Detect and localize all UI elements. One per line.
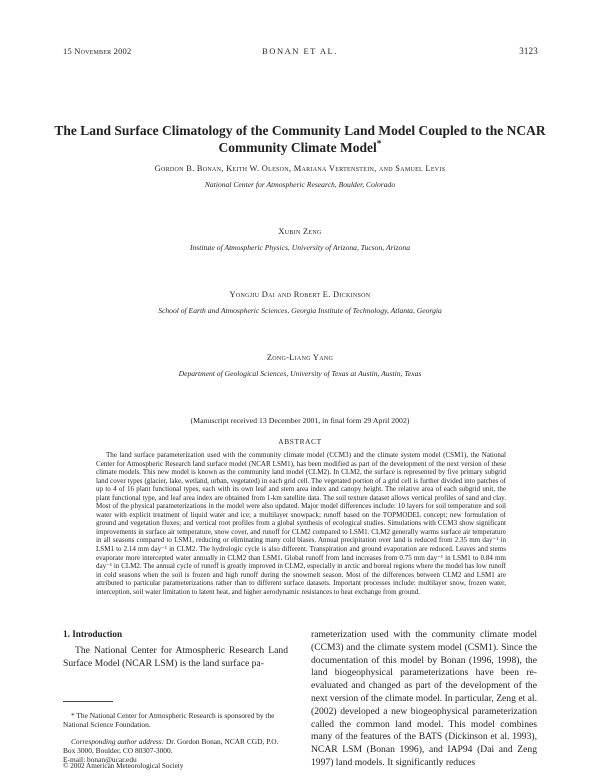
author-group-4: Zong-Liang Yang — [266, 353, 334, 362]
section-heading: 1. Introduction — [63, 629, 123, 639]
affiliation-3: School of Earth and Atmospheric Sciences, Georgia Institute of Technology, Atlanta, Georgia — [158, 306, 442, 315]
author-group-3: Yongjiu Dai and Robert E. Dickinson — [229, 290, 371, 299]
corresponding-address: Dr. Gordon Bonan, NCAR CGD, P.O. Box 3000, Boulder, CO 80307-3000. — [63, 737, 279, 755]
intro-left-column: The National Center for Atmospheric Research Land Surface Model (NCAR LSM) is the land surface pa- — [63, 645, 288, 669]
title-footnote-marker: * — [376, 139, 382, 150]
corresponding-label: Corresponding author address: — [71, 737, 165, 746]
affiliation-1: National Center for Atmospheric Research, Boulder, Colorado — [204, 180, 396, 189]
abstract-text: The land surface parameterization used with the community climate model (CCM3) and the climate system model (CSM1), the National Center for Atmospheric Research land surface model (NCAR LSM1), has been modified as part of the development of the next version of these climate models. This new model is known as the community land model (CLM2). In CLM2, the surface is represented by five primary subgrid land cover types (glacier, lake, wetland, urban, vegetated) in each grid cell. The vegetated portion of a grid cell is further divided into patches of up to 4 of 16 plant functional types, each with its own leaf and stem area index and canopy height. The relative area of each subgrid unit, the plant functional type, and leaf area index are obtained from 1-km satellite data. The soil texture dataset allows vertical profiles of sand and clay. Most of the physical parameterizations in the model were also updated. Major model differences include: 10 layers for soil temperature and soil water with explicit treatment of liquid water and ice; a multilayer snowpack; runoff based on the TOPMODEL concept; new formulation of ground and vegetation fluxes; and vertical root profiles from a global synthesis of ecological studies. Simulations with CCM3 show significant improvements in surface air temperature, snow cover, and runoff for CLM2 compared to LSM1. CLM2 generally warms surface air temperature in all seasons compared to LSM1, reducing or eliminating many cold biases. Annual precipitation over land is reduced from 2.35 mm day⁻¹ in LSM1 to 2.14 mm day⁻¹ in CLM2. The hydrologic cycle is also different. Transpiration and ground evaporation are reduced. Leaves and stems evaporate more intercepted water annually in CLM2 than LSM1. Global runoff from land increases from 0.75 mm day⁻¹ in LSM1 to 0.84 mm day⁻¹ in CLM2. The annual cycle of runoff is greatly improved in CLM2, especially in arctic and boreal regions where the model has low runoff in cold seasons when the soil is frozen and high runoff during the snowmelt season. Most of the differences between CLM2 and LSM1 are attributed to particular parameterizations rather than to different surface datasets. Important processes include: multilayer snow, frozen water, interception, soil water limitation to latent heat, and higher aerodynamic resistances to heat exchange from ground. — [96, 451, 506, 596]
manuscript-dates: (Manuscript received 13 December 2001, in final form 29 April 2002) — [190, 416, 410, 425]
footnote-sponsor: * The National Center for Atmospheric Research is sponsored by the National Science Foundation. — [63, 711, 275, 729]
author-group-1: Gordon B. Bonan, Keith W. Oleson, Mariana Vertenstein, and Samuel Levis — [154, 164, 446, 173]
header-running-title: BONAN ET AL. — [262, 46, 338, 56]
header-date: 15 November 2002 — [63, 46, 132, 56]
paper-title — [40, 122, 560, 156]
corresponding-email: E-mail: bonan@ucar.edu — [63, 755, 137, 764]
affiliation-2: Institute of Atmospheric Physics, University of Arizona, Tucson, Arizona — [189, 243, 410, 252]
title-line-2: Community Climate Model — [218, 140, 377, 155]
affiliation-4: Department of Geological Sciences, University of Texas at Austin, Austin, Texas — [178, 369, 422, 378]
footnote-corresponding — [63, 737, 288, 764]
title-line-1: The Land Surface Climatology of the Community Land Model Coupled to the NCAR — [54, 123, 546, 138]
author-group-2: Xubin Zeng — [278, 227, 322, 236]
abstract-heading: ABSTRACT — [278, 437, 322, 446]
header-page-number: 3123 — [519, 46, 538, 56]
footnote-rule — [63, 701, 113, 702]
intro-right-column: rameterization used with the community climate model (CCM3) and the climate system model (CSM1). Since the documentation of this model by Bonan (1996, 1998), the land biogeophysical parameterizations have been re-evaluated and changed as part of the development of the next version of the climate model. In particular, Zeng et al. (2002) developed a new biogeophysical parameterization called the common land model. This model combines many of the features of the BATS (Dickinson et al. 1993), NCAR LSM (Bonan 1996), and IAP94 (Dai and Zeng 1997) land models. It significantly reduces — [311, 629, 537, 768]
copyright-line: © 2002 American Meteorological Society — [63, 762, 184, 770]
